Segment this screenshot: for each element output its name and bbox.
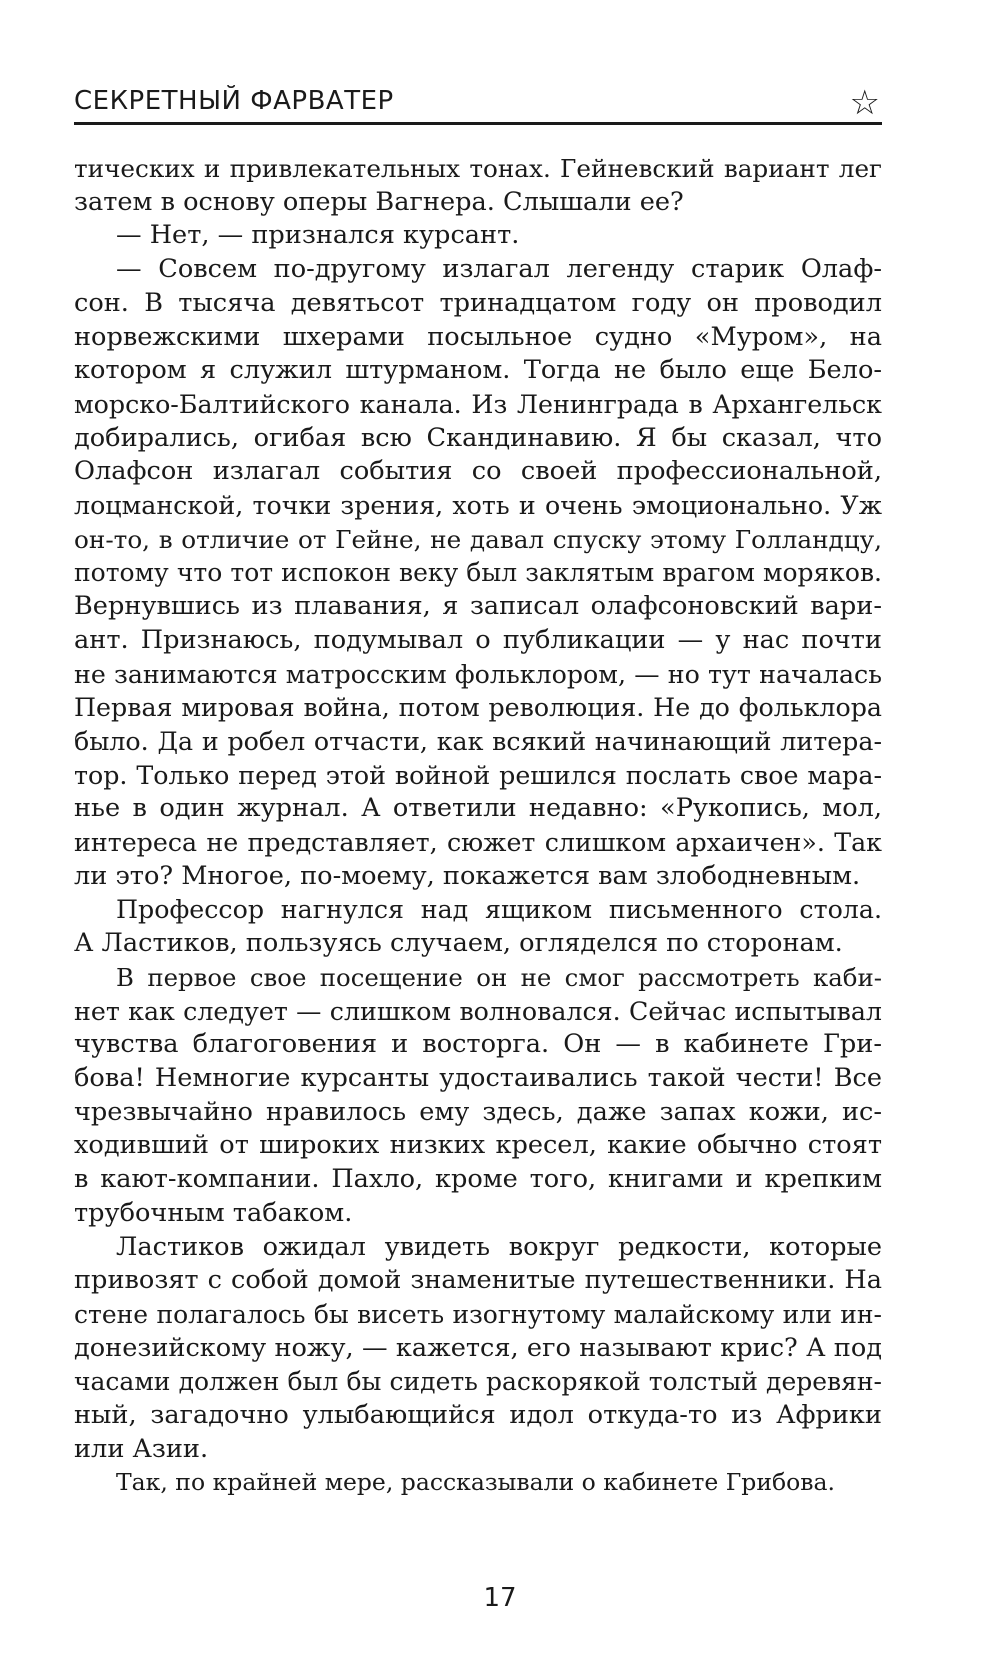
text-line: Так, по крайней мере, рассказывали о кабинете Грибова. [116,1468,836,1497]
text-line: морско-Балтийского канала. Из Ленинграда в Архангельск [74,389,882,419]
text-line: ходивший от широких низких кресел, какие обычно стоят [74,1130,882,1161]
text-line: — Нет, — признался курсант. [116,220,520,251]
text-line: чрезвычайно нравилось ему здесь, даже запах кожи, ис- [74,1096,882,1127]
running-header-title: СЕКРЕТНЫЙ ФАРВАТЕР [74,86,394,116]
text-line: затем в основу оперы Вагнера. Слышали ее? [74,186,684,217]
paragraph [74,219,882,253]
text-line: трубочным табаком. [74,1197,353,1228]
text-line: Профессор нагнулся над ящиком письменного стола. [116,895,882,925]
text-line: чувства благоговения и восторга. Он — в кабинете Гри- [74,1029,882,1060]
text-line: или Азии. [74,1433,209,1464]
paragraph [74,1231,882,1467]
text-line: ли это? Многое, по-моему, покажется вам злободневным. [74,860,861,891]
text-line: норвежскими шхерами посыльное судно «Муром», на [74,321,882,352]
text-line: бова! Немногие курсанты удостаивались такой чести! Все [74,1062,882,1093]
text-line: котором я служил штурманом. Тогда не было еще Бело- [74,355,882,386]
text-line: тических и привлекательных тонах. Гейневский вариант лег [74,154,882,183]
text-line: интереса не представляет, сюжет слишком архаичен». Так [74,828,882,858]
text-line: ант. Признаюсь, подумывал о публикации — у нас почти [74,624,882,655]
text-line: Вернувшись из плавания, я записал олафсоновский вари- [74,591,882,622]
text-line: — Совсем по-другому излагал легенду старик Олаф- [116,254,882,285]
paragraph [74,152,882,219]
text-line: не занимаются матросским фольклором, — но тут началась [74,659,882,689]
text-line: Первая мировая война, потом революция. Не до фольклора [74,693,882,723]
text-line: добирались, огибая всю Скандинавию. Я бы сказал, что [74,422,882,453]
paragraph [74,1466,882,1500]
text-line: сон. В тысяча девятьсот тринадцатом году он проводил [74,287,882,318]
paragraph [74,961,882,1231]
star-outline-icon: ☆ [849,83,880,123]
text-line: стене полагалось бы висеть изогнутому малайскому или ин- [74,1299,882,1329]
text-line: тор. Только перед этой войной решился послать свое мара- [74,760,882,790]
text-line: донезийскому ножу, — кажется, его называют крис? А под [74,1332,882,1363]
text-line: в кают-компании. Пахло, кроме того, книгами и крепким [74,1164,882,1195]
text-line: Ластиков ожидал увидеть вокруг редкости, которые [116,1231,882,1262]
text-line: А Ластиков, пользуясь случаем, огляделся по сторонам. [74,928,843,959]
text-line: Олафсон излагал события со своей профессиональной, [74,456,882,487]
text-line: потому что тот испокон веку был заклятым врагом моряков. [74,558,882,588]
text-line: ный, загадочно улыбающийся идол откуда-то из Африки [74,1400,882,1431]
running-header [74,72,882,125]
paragraph [74,893,882,960]
text-line: лоцманской, точки зрения, хоть и очень эмоционально. Уж [74,491,882,521]
text-line: нье в один журнал. А ответили недавно: «Рукопись, мол, [74,793,882,824]
text-line: он-то, в отличие от Гейне, не давал спуску этому Голландцу, [74,524,882,554]
text-line: часами должен был бы сидеть раскорякой толстый деревян- [74,1367,882,1397]
text-line: нет как следует — слишком волновался. Сейчас испытывал [74,996,882,1026]
page-number: 17 [483,1583,517,1613]
main-text [74,152,882,1500]
text-line: было. Да и робел отчасти, как всякий начинающий литера- [74,726,882,756]
text-line: В первое свое посещение он не смог рассмотреть каби- [116,962,882,992]
paragraph [74,253,882,893]
text-line: привозят с собой домой знаменитые путешественники. На [74,1265,882,1296]
